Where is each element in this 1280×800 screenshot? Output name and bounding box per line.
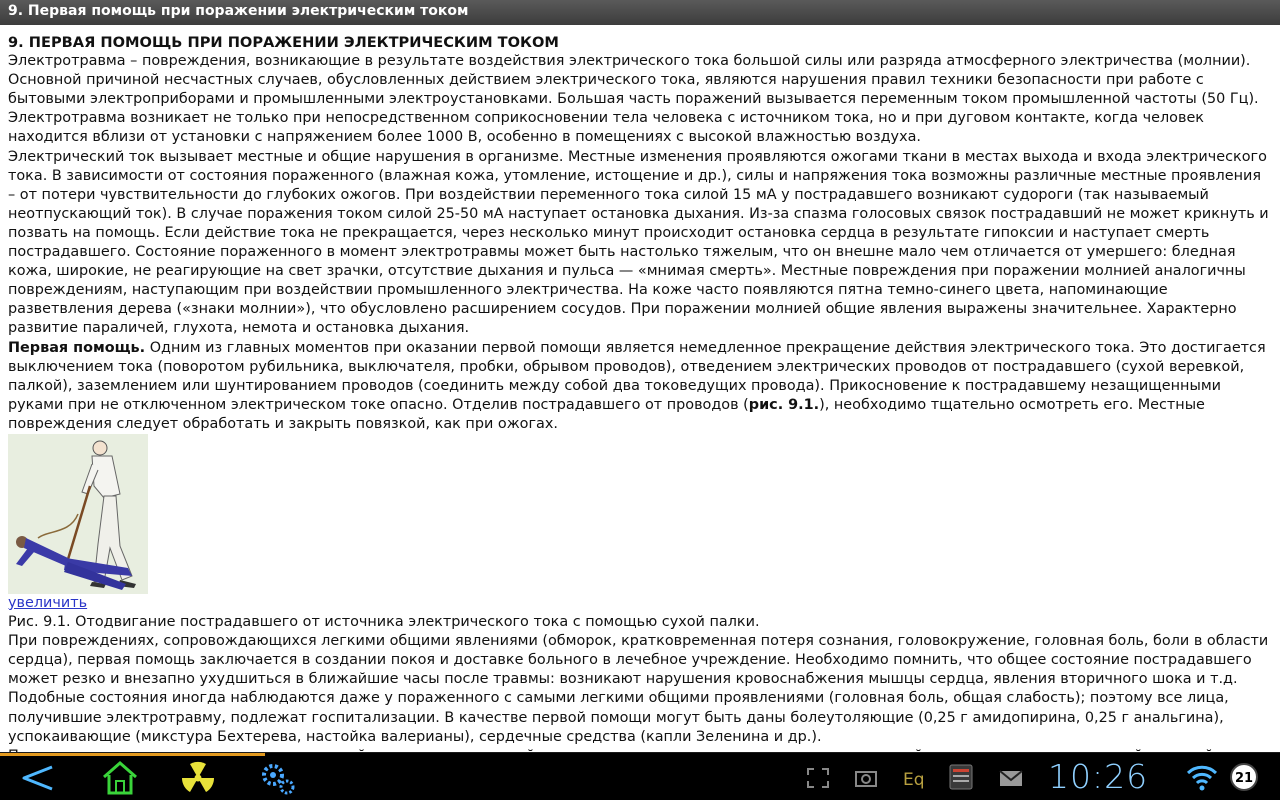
paragraph-definition: Электротравма – повреждения, возникающие в результате воздействия электрического тока большой силы или разряда атмосферного электричества (молнии). Основной причиной несчастных случаев, обусловленных действием электрического тока, являются нарушения правил техники безопасности при работе с бытовыми электроприборами и промышленными электроустановками. Большая часть поражений вызывается переменным током промышленной частоты (50 Гц). Электротравма возникает не только при непосредственном соприкосновении тела человека с источником тока, но и при дуговом контакте, когда человек находится вблизи от установки с напряжением более 1000 В, особенно в помещениях с высокой влажностью воздуха. — [8, 53, 1259, 146]
equalizer-icon[interactable] — [902, 767, 928, 789]
system-bar — [0, 752, 1280, 800]
settings-gears-icon[interactable] — [258, 759, 298, 797]
figure-caption: Рис. 9.1. Отодвигание пострадавшего от источника электрического тока с помощью сухой палки. — [8, 614, 760, 631]
first-aid-label: Первая помощь. — [8, 339, 146, 356]
figure-reference: рис. 9.1. — [748, 396, 820, 413]
mail-icon[interactable] — [998, 767, 1024, 789]
paragraph-light-injuries: При повреждениях, сопровождающихся легкими общими явлениями (обморок, кратковременная потеря сознания, головокружение, головная боль, боли в области сердца), первая помощь заключается в создании покоя и доставке больного в лечебное учреждение. Необходимо помнить, что общее состояние пострадавшего может резко и внезапно ухудшиться в ближайшие часы после травмы: возникают нарушения кровоснабжения мышцы сердца, явления вторичного шока и т.д. Подобные состояния иногда наблюдаются даже у пораженного с самыми легкими общими проявлениями (головная боль, общая слабость); поэтому все лица, получившие электротравму, подлежат госпитализации. В качестве первой помощи могут быть даны болеутоляющие (0,25 г амидопирина, 0,25 г анальгина), успокаивающие (микстура Бехтерева, настойка валерианы), сердечные средства (капли Зеленина и др.). — [8, 633, 1269, 745]
camera-icon[interactable] — [854, 767, 878, 789]
progress-strip — [0, 753, 265, 756]
svg-text:Eq: Eq — [903, 770, 925, 790]
fullscreen-icon[interactable] — [806, 767, 830, 789]
article-heading: 9. ПЕРВАЯ ПОМОЩЬ ПРИ ПОРАЖЕНИИ ЭЛЕКТРИЧЕСКИМ ТОКОМ — [8, 34, 559, 51]
window-title: 9. Первая помощь при поражении электрическим током — [0, 0, 1280, 25]
zoom-link[interactable]: увеличить — [8, 594, 88, 611]
notes-icon[interactable] — [948, 763, 974, 791]
home-icon[interactable] — [100, 759, 140, 797]
first-aid-text: Одним из главных моментов при оказании первой помощи является немедленное прекращение действия электрического тока. Это достигается выключением тока (поворотом рубильника, выключателя, пробки, обрывом проводов), отведением электрических проводов от пострадавшего (сухой веревкой, палкой), заземлением или шунтированием проводов (соединить между собой два токоведущих провода). Прикосновение к пострадавшему незащищенными руками при не отключенном электрическом токе опасно. Отделив пострадавшего от проводов ( — [8, 339, 1266, 413]
notification-count-badge[interactable]: 21 — [1230, 763, 1258, 791]
first-aid-tail: ), необходимо тщательно осмотреть его. Местные повреждения следует обработать и закрыть повязкой, как при ожогах. — [8, 396, 1205, 432]
radiation-icon[interactable] — [178, 759, 218, 797]
back-icon[interactable] — [18, 759, 58, 797]
zoom-link-line — [8, 594, 1272, 613]
wifi-icon — [1186, 763, 1218, 791]
paragraph-first-aid — [8, 339, 1272, 434]
paragraph-effects: Электрический ток вызывает местные и общие нарушения в организме. Местные изменения проявляются ожогами ткани в местах выхода и входа электрического тока. В зависимости от состояния пораженного (влажная кожа, утомление, истощение и др.), силы и напряжения тока возможны различные местные проявления – от потери чувствительности до глубоких ожогов. При воздействии переменного тока силой 15 мА у пострадавшего возникают судороги (так называемый неотпускающий ток). В случае поражения током силой 25-50 мА наступает остановка дыхания. Из-за спазма голосовых связок пострадавший не может крикнуть и позвать на помощь. Если действие тока не прекращается, через несколько минут происходит остановка сердца в результате гипоксии и наступает смерть пострадавшего. Состояние пораженного в момент электротравмы может быть настолько тяжелым, что он внешне мало чем отличается от умершего: бледная кожа, широкие, не реагирующие на свет зрачки, отсутствие дыхания и пульса — «мнимая смерть». Местные повреждения при поражении молнией аналогичны повреждениям, наступающим при воздействии промышленного электричества. На коже часто появляются пятна темно-синего цвета, напоминающие разветвления дерева («знаки молнии»), что обусловлено расширением сосудов. При поражении молнией общие явления выражены значительнее. Характерно развитие параличей, глухота, немота и остановка дыхания. — [8, 148, 1269, 337]
clock: 10:26 — [1048, 757, 1149, 796]
article-content — [0, 25, 1280, 752]
figure-rescuer-illustration[interactable] — [8, 434, 148, 594]
